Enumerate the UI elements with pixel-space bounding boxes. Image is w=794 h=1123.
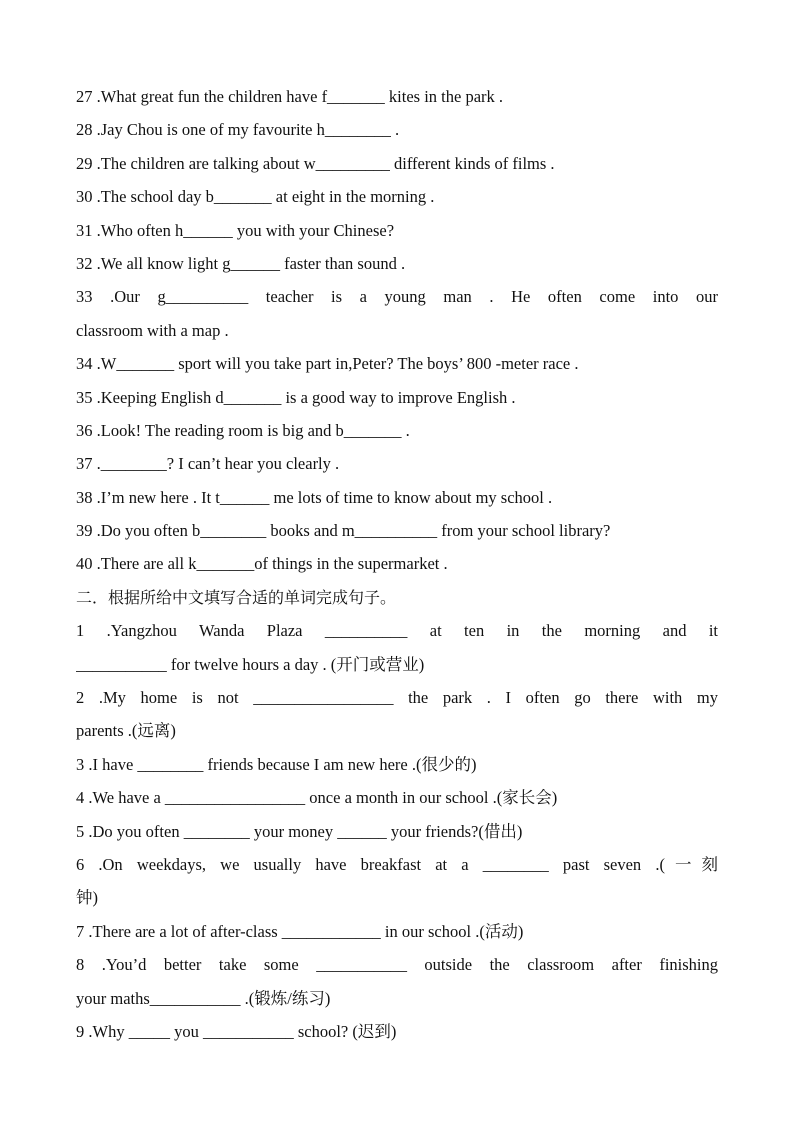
question-39: 39 .Do you often b________ books and m__________ from your school library? — [76, 521, 611, 541]
question-30: 30 .The school day b_______ at eight in the morning . — [76, 187, 435, 207]
question-31: 31 .Who often h______ you with your Chinese? — [76, 220, 395, 240]
question-33-continued: classroom with a map . — [76, 320, 229, 340]
question-40: 40 .There are all k_______of things in the supermarket . — [76, 554, 448, 574]
question-6-continued: 钟) — [76, 888, 98, 908]
question-35: 35 .Keeping English d_______ is a good way to improve English . — [76, 387, 516, 407]
question-29: 29 .The children are talking about w_________ different kinds of films . — [76, 153, 555, 173]
question-34: 34 .W_______ sport will you take part in,Peter? The boys’ 800 -meter race . — [76, 354, 579, 374]
question-3: 3 .I have ________ friends because I am new here .(很少的) — [76, 754, 477, 774]
question-5: 5 .Do you often ________ your money ______ your friends?(借出) — [76, 821, 523, 841]
question-1-continued: ___________ for twelve hours a day . (开门或营业) — [76, 654, 425, 674]
question-28: 28 .Jay Chou is one of my favourite h________ . — [76, 120, 400, 140]
question-2: 2 .My home is not _________________ the park . I often go there with my — [76, 688, 718, 708]
section-fill-letters — [76, 80, 718, 581]
question-8: 8 .You’d better take some ___________ outside the classroom after finishing — [76, 955, 718, 975]
question-33: 33 .Our g__________ teacher is a young man . He often come into our — [76, 287, 718, 307]
worksheet-page — [76, 80, 718, 1048]
section-2-title: 二．根据所给中文填写合适的单词完成句子。 — [76, 587, 397, 607]
question-37: 37 .________? I can’t hear you clearly . — [76, 454, 340, 474]
question-8-continued: your maths___________ .(锻炼/练习) — [76, 988, 331, 1008]
question-7: 7 .There are a lot of after-class ____________ in our school .(活动) — [76, 921, 524, 941]
section-fill-chinese — [76, 614, 718, 1048]
question-27: 27 .What great fun the children have f_______ kites in the park . — [76, 87, 504, 106]
question-2-continued: parents .(远离) — [76, 721, 176, 741]
question-32: 32 .We all know light g______ faster than sound . — [76, 253, 406, 273]
question-4: 4 .We have a _________________ once a month in our school .(家长会) — [76, 788, 558, 808]
question-1: 1 .Yangzhou Wanda Plaza __________ at ten in the morning and it — [76, 621, 718, 641]
question-9: 9 .Why _____ you ___________ school? (迟到) — [76, 1021, 397, 1041]
question-38: 38 .I’m new here . It t______ me lots of time to know about my school . — [76, 487, 553, 507]
question-6: 6 .On weekdays, we usually have breakfast at a ________ past seven .(一刻 — [76, 854, 718, 874]
question-36: 36 .Look! The reading room is big and b_______ . — [76, 420, 410, 440]
